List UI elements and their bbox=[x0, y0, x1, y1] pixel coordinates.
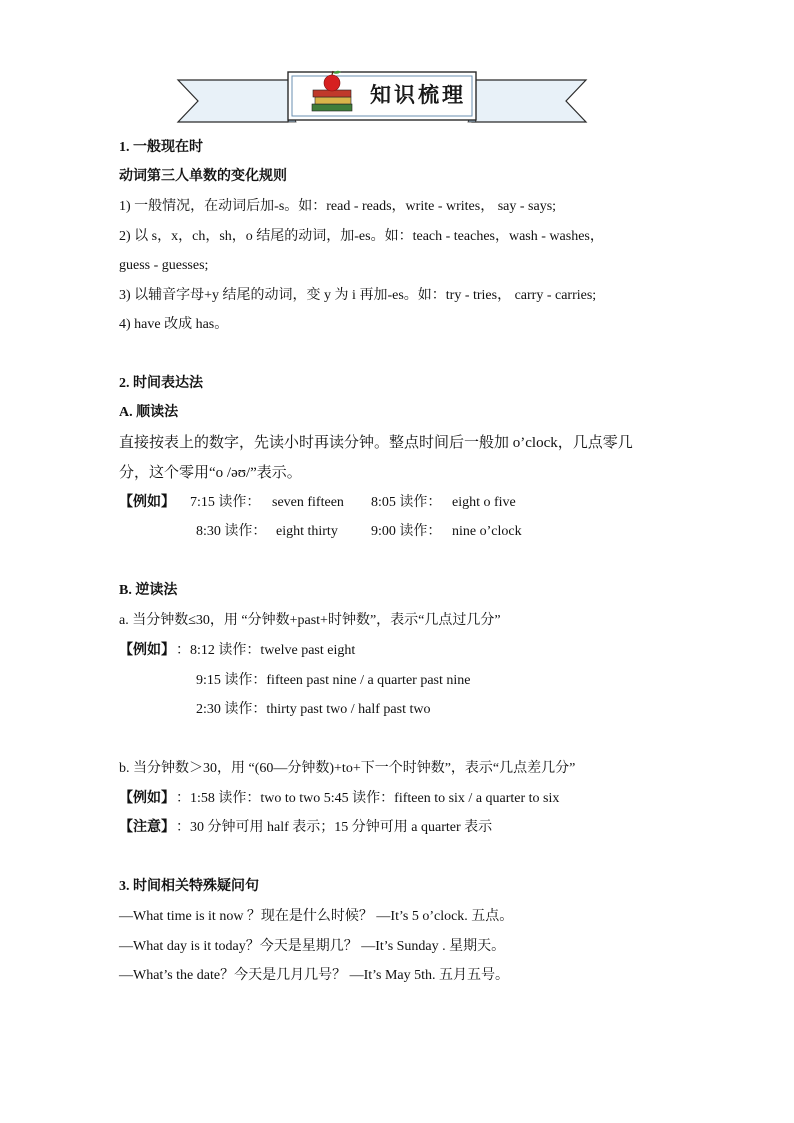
section-1-subheading: 动词第三人单数的变化规则 bbox=[119, 169, 287, 184]
dialogue-line: —What time is it now ？现在是什么时候？ —It’s 5 o’clock. 五点。 bbox=[119, 909, 514, 924]
example-b-b: ：1:58 读作：two to two 5:45 读作：fifteen to six / a quarter to six bbox=[176, 791, 560, 806]
subsection-a-heading: A. 顺读法 bbox=[119, 405, 179, 420]
example-label: 【例如】 bbox=[119, 643, 175, 658]
rule-line-2: 2) 以 s，x，ch，sh，o 结尾的动词，加-es。如：teach - teaches，wash - washes， bbox=[119, 229, 604, 244]
example-time: 9:00 读作： bbox=[371, 524, 442, 539]
example-reading: eight o five bbox=[452, 495, 516, 510]
example-time: 8:05 读作： bbox=[371, 495, 442, 510]
rule-line-3: 3) 以辅音字母+y 结尾的动词，变 y 为 i 再加-es。如：try - tries， carry - carries; bbox=[119, 288, 597, 303]
subsection-a-desc-2: 分，这个零用“o /əʊ/”表示。 bbox=[119, 465, 302, 481]
rule-line-1: 1) 一般情况，在动词后加-s。如：read - reads，write - writes， say - says; bbox=[119, 199, 557, 214]
note-label: 【注意】 bbox=[119, 820, 175, 835]
example-time: 7:15 读作： bbox=[190, 495, 261, 510]
section-1-heading: 1. 一般现在时 bbox=[119, 140, 203, 155]
example-b-a-3: 2:30 读作：thirty past two / half past two bbox=[196, 702, 431, 717]
rule-b-b: b. 当分钟数＞30，用 “(60—分钟数)+to+下一个时钟数”，表示“几点差几分” bbox=[119, 761, 576, 776]
example-time: 8:30 读作： bbox=[196, 524, 267, 539]
banner-title: 知识梳理 bbox=[370, 82, 466, 107]
dialogue-line: —What day is it today？今天是星期几？ —It’s Sunday . 星期天。 bbox=[119, 939, 506, 954]
rule-b-a: a. 当分钟数≤30，用 “分钟数+past+时钟数”，表示“几点过几分” bbox=[119, 613, 501, 628]
subsection-b-heading: B. 逆读法 bbox=[119, 583, 178, 598]
example-label: 【例如】 bbox=[119, 791, 175, 806]
example-b-a-1: ：8:12 读作：twelve past eight bbox=[176, 643, 356, 658]
dialogue-line: —What’s the date？今天是几月几号？ —It’s May 5th. 五月五号。 bbox=[119, 968, 510, 983]
example-b-a-2: 9:15 读作：fifteen past nine / a quarter past nine bbox=[196, 673, 471, 688]
example-reading: eight thirty bbox=[276, 524, 338, 539]
rule-line-4: 4) have 改成 has。 bbox=[119, 317, 229, 332]
rule-line-2-cont: guess - guesses; bbox=[119, 258, 209, 273]
example-label: 【例如】 bbox=[119, 495, 175, 510]
section-2-heading: 2. 时间表达法 bbox=[119, 376, 203, 391]
note-text: ：30 分钟可用 half 表示；15 分钟可用 a quarter 表示 bbox=[176, 820, 493, 835]
example-reading: nine o’clock bbox=[452, 524, 522, 539]
subsection-a-desc-1: 直接按表上的数字，先读小时再读分钟。整点时间后一般加 o’clock，几点零几 bbox=[119, 435, 633, 451]
section-3-heading: 3. 时间相关特殊疑问句 bbox=[119, 879, 259, 894]
example-reading: seven fifteen bbox=[272, 495, 344, 510]
